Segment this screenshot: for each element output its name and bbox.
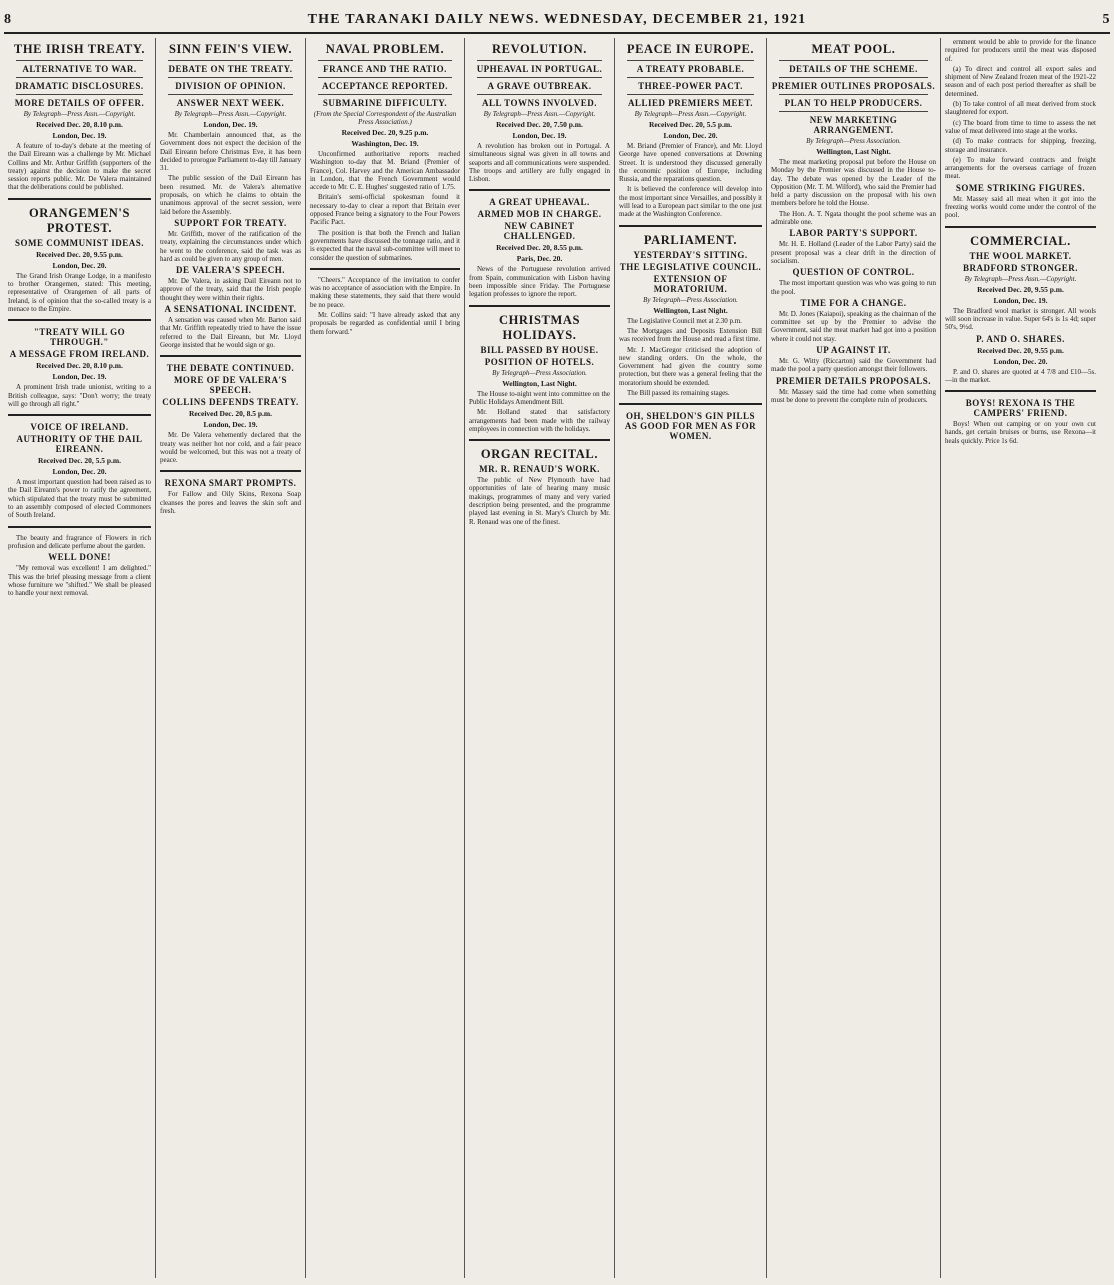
received-line: Received Dec. 20, 9.25 p.m. (341, 128, 429, 137)
advertisement-text: "My removal was excellent! I am delighted." This was the brief pleasing message from a client whose furniture we "shifted." We shall be pleased to handle your next removal. (8, 564, 151, 598)
received-line: Received Dec. 20, 8.55 p.m. (496, 243, 583, 253)
article-text: Mr. De Valera vehemently declared that the treaty was neither hot nor cold, and a fair peace would be welcomed, but this was not a treaty of peace. (160, 431, 301, 465)
subhead: DIVISION OF OPINION. (175, 81, 286, 91)
headline: SINN FEIN'S VIEW. (168, 42, 293, 56)
advertisement-headline: BOYS! REXONA IS THE CAMPERS' FRIEND. (965, 398, 1076, 419)
byline: By Telegraph—Press Assn.—Copyright. (174, 110, 287, 118)
article-text: Mr. Holland stated that satisfactory arrangements had been made with the railway employees in connection with the holidays. (469, 408, 610, 433)
article-text: (a) To direct and control all export sales and shipment of New Zealand frozen meat of the 1921-22 season and of each post period thereafter as shall be determined. (945, 64, 1096, 98)
article-text: (c) The board from time to time to assess the net value of meat delivered into stage at the works. (945, 118, 1096, 135)
subhead: EXTENSION OF MORATORIUM. (653, 273, 728, 294)
subhead: SOME COMMUNIST IDEAS. (14, 237, 145, 248)
subhead: "TREATY WILL GO THROUGH." (33, 327, 126, 348)
article-text: Britain's semi-official spokesman found it necessary to-day to clear a report that Britain ever opposed France being a signatory to the Four Powers Pacific Pact. (310, 193, 460, 227)
headline: ORGAN RECITAL. (480, 447, 599, 462)
dateline: Wellington, Last Night. (816, 147, 891, 156)
dateline: Washington, Dec. 19. (351, 139, 419, 148)
subhead: A TREATY PROBABLE. (636, 64, 745, 74)
subhead: SUPPORT FOR TREATY. (174, 217, 287, 228)
article-text: A feature of to-day's debate at the meeting of the Dail Eireann was a challenge by Mr. Michael Collins and Mr. Arthur Griffith (supporters of the treaty) against the decision to make the secret session reports public. Mr. De Valera maintained that the deliberations could be published. (8, 142, 151, 192)
headline: MEAT POOL. (811, 42, 896, 56)
article-text: A prominent Irish trade unionist, writing to a British colleague, says: "Don't worry; the treaty will go through all right." (8, 383, 151, 408)
dateline: London, Dec. 20. (52, 467, 107, 477)
headline: THE IRISH TREATY. (13, 42, 146, 56)
dateline: London, Dec. 19. (52, 372, 107, 382)
dateline: London, Dec. 19. (512, 131, 567, 140)
subhead: SUBMARINE DIFFICULTY. (322, 98, 448, 108)
subhead: PLAN TO HELP PRODUCERS. (784, 98, 923, 108)
columns (4, 38, 1100, 1278)
dateline: Wellington, Last Night. (653, 305, 728, 315)
headline: ORANGEMEN'S PROTEST. (28, 205, 131, 235)
advertisement-headline: OH, SHELDON'S GIN PILLS AS GOOD FOR MEN AS FOR WOMEN. (624, 411, 757, 442)
article-text: "Cheers." Acceptance of the invitation to confer was no acceptance of association with the Empire. In making these statements, they said that there would be no peace. (310, 275, 460, 309)
column-naval-problem (305, 38, 464, 1278)
subhead: POSITION OF HOTELS. (484, 356, 595, 367)
subhead: A GREAT UPHEAVAL. (489, 197, 590, 208)
subhead: DE VALERA'S SPEECH. (176, 265, 285, 276)
subhead: BILL PASSED BY HOUSE. (480, 344, 599, 355)
article-text: A most important question had been raised as to the Dail Eireann's power to ratify the agreement, which stipulated that the treaty must be submitted to an assembly composed of elected Commoners of South Ireland. (8, 478, 151, 520)
column-commercial (940, 38, 1100, 1278)
byline: By Telegraph—Press Association. (643, 295, 738, 304)
article-text: The meat marketing proposal put before the House on Monday by the Premier was discussed in the House to-day. The debate was opened by the Leader of the Opposition (Mr. T. M. Wilford), who said the Premier had held a party discussion on the proposal with his own members before he told the House. (771, 158, 936, 208)
received-line: Received Dec. 20, 9.55 p.m. (977, 284, 1064, 294)
headline: COMMERCIAL. (970, 233, 1071, 248)
subhead: REXONA SMART PROMPTS. (164, 478, 297, 489)
subhead: VOICE OF IRELAND. (30, 422, 129, 433)
dateline: London, Dec. 19. (203, 420, 258, 430)
subhead: QUESTION OF CONTROL. (792, 267, 915, 278)
subhead: DEBATE ON THE TREATY. (168, 64, 293, 74)
column-revolution (464, 38, 614, 1278)
byline: By Telegraph—Press Assn.—Copyright. (634, 110, 747, 118)
subhead: TIME FOR A CHANGE. (800, 297, 907, 308)
article-text: ernment would be able to provide for the finance required for producers until the meat was disposed of. (945, 38, 1096, 63)
subhead: MORE DETAILS OF OFFER. (14, 98, 145, 108)
subhead: THREE-POWER PACT. (638, 81, 743, 91)
page-number-left: 8 (4, 12, 12, 27)
advertisement-text: For Fallow and Oily Skins, Rexona Soap cleanses the pores and leaves the skin soft and fresh. (160, 490, 301, 516)
headline: CHRISTMAS HOLIDAYS. (498, 312, 581, 342)
received-line: Received Dec. 20, 5.5 p.m. (37, 456, 122, 466)
subhead: DETAILS OF THE SCHEME. (789, 64, 918, 74)
article-text: The Legislative Council met at 2.30 p.m. (627, 316, 742, 325)
article-text: The Hon. A. T. Ngata thought the pool scheme was an admirable one. (771, 209, 936, 227)
byline: By Telegraph—Press Assn.—Copyright. (483, 110, 596, 118)
dateline: London, Dec. 19. (203, 120, 258, 129)
subhead: A GRAVE OUTBREAK. (487, 81, 592, 91)
dateline: London, Dec. 20. (993, 356, 1048, 366)
article-text: Mr. D. Jones (Kaiapoi), speaking as the chairman of the committee set up by the Premier to advise the Government, said the meat market had got into a position where it could not stay. (771, 309, 936, 343)
subhead: MR. R. RENAUD'S WORK. (479, 464, 600, 475)
received-line: Received Dec. 20, 8.10 p.m. (36, 120, 123, 129)
subhead: UPHEAVAL IN PORTUGAL. (476, 64, 603, 74)
subhead: LABOR PARTY'S SUPPORT. (789, 228, 918, 239)
received-line: Received Dec. 20, 8.10 p.m. (36, 361, 123, 371)
column-peace-europe (614, 38, 766, 1278)
subhead: COLLINS DEFENDS TREATY. (162, 397, 299, 408)
received-line: Received Dec. 20, 5.5 p.m. (648, 120, 733, 129)
article-text: (e) To make forward contracts and freight arrangements for the overseas carriage of frozen meat. (945, 155, 1096, 181)
advertisement-text: Boys! When out camping or on your own cut hands, get certain bruises or burns, use Rexona—it heals quickly. Price 1s 6d. (945, 420, 1096, 445)
subhead: SOME STRIKING FIGURES. (955, 182, 1086, 193)
subhead: AUTHORITY OF THE DAIL EIREANN. (16, 434, 143, 455)
headline: REVOLUTION. (492, 42, 587, 56)
page-number-right: 5 (1102, 12, 1110, 27)
byline: (From the Special Correspondent of the Australian Press Association.) (313, 110, 457, 126)
article-text: Mr. J. MacGregor criticised the adoption of new standing orders. On the whole, the Government had given the country some protection, but there was a general feeling that the moratorium should be extended. (619, 345, 762, 387)
received-line: Received Dec. 20, 9.55 p.m. (977, 345, 1064, 355)
subhead: ALTERNATIVE TO WAR. (22, 64, 137, 74)
article-text: Mr. H. E. Holland (Leader of the Labor Party) said the present proposal was a clear drift in the direction of socialism. (771, 240, 936, 265)
article-text: The Grand Irish Orange Lodge, in a manifesto to brother Orangemen, stated: This meeting, representative of Orangemen of all parts of Ireland, is of opinion that the so-called treaty is a menace to the Empire. (8, 271, 151, 313)
subhead: THE LEGISLATIVE COUNCIL. (619, 261, 762, 272)
dateline: London, Dec. 20. (663, 131, 718, 140)
article-text: Mr. Massey said all meat when it got into the freezing works would come under the control of the pool. (945, 194, 1096, 220)
article-text: The public of New Plymouth have had opportunities of late of hearing many music makings, programmes of many and very varied description being presented, and the programme played last evening in St. Mary's Church by Mr. R. Renaud was one of the finest. (469, 476, 610, 526)
article-text: The position is that both the French and Italian governments have discussed the tonnage ratio, and it is expected that the naval sub-committee will meet to consider the question of submarines. (310, 228, 460, 262)
dateline: Paris, Dec. 20. (516, 254, 563, 264)
byline: By Telegraph—Press Association. (492, 368, 587, 377)
received-line: Received Dec. 20, 7.50 p.m. (496, 120, 583, 129)
article-text: The public session of the Dail Eireann has been resumed. Mr. de Valera's alternative proposals, on which he claims to obtain the unanimous approval of the secret session, were laid before the Assembly. (160, 174, 301, 216)
article-text: A sensation was caused when Mr. Barton said that Mr. Griffith repeatedly tried to have the issue referred to the Dail Eireann, but Mr. Lloyd George insisted that he would sign or go. (160, 316, 301, 349)
subhead: YESTERDAY'S SITTING. (633, 249, 748, 260)
subhead: WELL DONE! (48, 552, 111, 563)
subhead: DRAMATIC DISCLOSURES. (15, 81, 144, 91)
subhead: ARMED MOB IN CHARGE. (477, 209, 602, 220)
byline: By Telegraph—Press Assn.—Copyright. (964, 274, 1077, 283)
subhead: BRADFORD STRONGER. (962, 262, 1078, 273)
byline: By Telegraph—Press Association. (806, 137, 901, 145)
column-meat-pool (766, 38, 940, 1278)
article-text: The Bill passed its remaining stages. (627, 389, 730, 398)
dateline: London, Dec. 19. (52, 131, 107, 140)
article-text: Unconfirmed authoritative reports reached Washington to-day that M. Briand (Premier of France), Col. Harvey and the American Ambassador in London, that the French Government would accede to Mr. C. E. Hughes' suggested ratio of 1.75. (310, 150, 460, 192)
article-text: Mr. G. Witty (Riccarton) said the Government had made the pool a party question amongst their followers. (771, 357, 936, 374)
article-text: Mr. Chamberlain announced that, as the Government does not expect the decision of the Dail Eireann before Christmas Eve, it has been decided to prorogue Parliament to-day till January 31. (160, 131, 301, 173)
column-sinn-fein (155, 38, 305, 1278)
article-text: Mr. Griffith, mover of the ratification of the treaty, explaining the circumstances under which he went to the conference, said the task was as hard as could be given to any group of men. (160, 229, 301, 263)
subhead: PREMIER OUTLINES PROPOSALS. (771, 81, 936, 91)
article-text: The Bradford wool market is stronger. All wools will soon increase in value. Super 64's is 1s 4d; super 50's, 9½d. (945, 306, 1096, 332)
subhead: FRANCE AND THE RATIO. (323, 64, 447, 74)
article-text: (d) To make contracts for shipping, freezing, storage and insurance. (945, 137, 1096, 154)
article-text: News of the Portuguese revolution arrived from Spain, communication with Lisbon having been impossible since Friday. The Portuguese legation professes to ignore the report. (469, 265, 610, 299)
headline: PARLIAMENT. (643, 232, 738, 247)
subhead: PREMIER DETAILS PROPOSALS. (775, 375, 932, 386)
article-text: The most important question was who was going to run the pool. (771, 279, 936, 296)
headline: PEACE IN EUROPE. (626, 42, 755, 56)
article-text: Mr. Collins said: "I have already asked that any proposals be regarded as confidential until I bring them forward." (310, 311, 460, 336)
subhead: P. AND O. SHARES. (976, 333, 1065, 344)
subhead: NEW MARKETING ARRANGEMENT. (809, 115, 898, 135)
subhead: ANSWER NEXT WEEK. (176, 98, 285, 108)
received-line: Received Dec. 20, 9.55 p.m. (36, 249, 123, 259)
subhead: UP AGAINST IT. (816, 345, 891, 356)
subhead: NEW CABINET CHALLENGED. (503, 221, 576, 242)
advertisement-text: The beauty and fragrance of Flowers in rich profusion and delicate perfume about the garden. (8, 533, 151, 550)
received-line: Received Dec. 20, 8.5 p.m. (188, 409, 273, 419)
article-text: Mr. Massey said the time had come when something must be done to prevent the complete ruin of producers. (771, 387, 936, 404)
dateline: London, Dec. 20. (52, 260, 107, 270)
headline: NAVAL PROBLEM. (325, 42, 445, 56)
article-text: It is believed the conference will develop into the most important since Versailles, and possibly it will lead to a European pact similar to the one just made at the Washington Conference. (619, 185, 762, 219)
article-text: Mr. De Valera, in asking Dail Eireann not to approve of the treaty, said that the Irish people thought they were within their rights. (160, 277, 301, 302)
subhead: A SENSATIONAL INCIDENT. (164, 304, 297, 315)
article-text: M. Briand (Premier of France), and Mr. Lloyd George have opened conversations at Downing Street. It is understood they discussed generally the economic position of Europe, including Russia, and the reparations question. (619, 142, 762, 184)
article-text: P. and O. shares are quoted at 4 7/8 and £10—5s.—in the market. (945, 367, 1096, 384)
article-text: (b) To take control of all meat derived from stock slaughtered for export. (945, 100, 1096, 117)
dateline: Wellington, Last Night. (502, 378, 577, 388)
masthead (4, 8, 1110, 34)
subhead: THE DEBATE CONTINUED. (166, 363, 295, 374)
article-text: A revolution has broken out in Portugal. A simultaneous signal was given in all towns and seaports and all communications were suspended. The troops and artillery are fully engaged in Lisbon. (469, 142, 610, 184)
subhead: ALL TOWNS INVOLVED. (482, 98, 597, 108)
subhead: THE WOOL MARKET. (969, 250, 1072, 261)
article-text: The House to-night went into committee on the Public Holidays Amendment Bill. (469, 389, 610, 406)
column-irish-treaty (4, 38, 155, 1278)
subhead: MORE OF DE VALERA'S SPEECH. (173, 375, 288, 396)
subhead: ALLIED PREMIERS MEET. (627, 98, 754, 108)
subhead: ACCEPTANCE REPORTED. (321, 81, 449, 91)
dateline: London, Dec. 19. (993, 295, 1048, 305)
subhead: A MESSAGE FROM IRELAND. (9, 349, 150, 360)
masthead-title: THE TARANAKI DAILY NEWS. WEDNESDAY, DECEMBER 21, 1921 (307, 12, 807, 27)
byline: By Telegraph—Press Assn.—Copyright. (23, 110, 136, 118)
article-text: The Mortgages and Deposits Extension Bill was received from the House and read a first time. (619, 326, 762, 344)
